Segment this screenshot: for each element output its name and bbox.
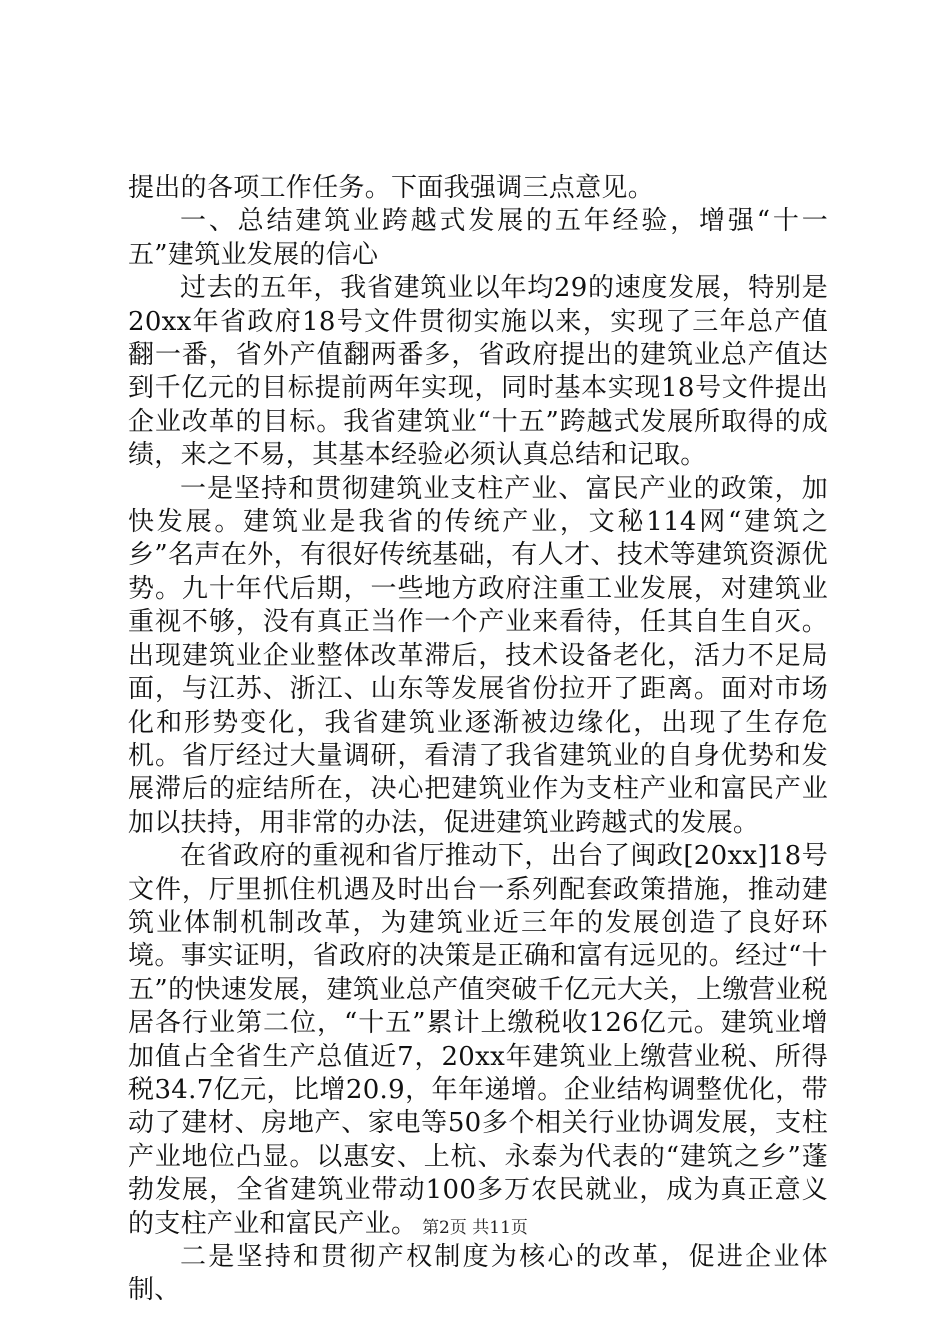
- paragraph-policy: 在省政府的重视和省厅推动下，出台了闽政[20xx]18号文件，厅里抓住机遇及时出台一系列配套政策措施，推动建筑业体制机制改革，为建筑业近三年的发展创造了良好环境。事实证明，省政府的决策是正确和富有远见的。经过“十五”的快速发展，建筑业总产值突破千亿元大关，上缴营业税居各行业第二位，“十五”累计上缴税收126亿元。建筑业增加值占全省生产总值近7，20xx年建筑业上缴营业税、所得税34.7亿元，比增20.9，年年递增。企业结构调整优化，带动了建材、房地产、家电等50多个相关行业协调发展，支柱产业地位凸显。以惠安、上杭、永泰为代表的“建筑之乡”蓬勃发展，全省建筑业带动100多万农民就业，成为真正意义的支柱产业和富民产业。: [128, 841, 828, 1239]
- section-heading: 一、总结建筑业跨越式发展的五年经验，增强“十一五”建筑业发展的信心: [128, 206, 828, 270]
- page-number-footer: 第2页 共11页: [422, 1218, 528, 1238]
- document-body: [128, 172, 828, 1308]
- paragraph-point-one: 一是坚持和贯彻建筑业支柱产业、富民产业的政策，加快发展。建筑业是我省的传统产业，文秘114网“建筑之乡”名声在外，有很好传统基础，有人才、技术等建筑资源优势。九十年代后期，一些地方政府注重工业发展，对建筑业重视不够，没有真正当作一个产业来看待，任其自生自灭。出现建筑业企业整体改革滞后，技术设备老化，活力不足局面，与江苏、浙江、山东等发展省份拉开了距离。面对市场化和形势变化，我省建筑业逐渐被边缘化，出现了生存危机。省厅经过大量调研，看清了我省建筑业的自身优势和发展滞后的症结所在，决心把建筑业作为支柱产业和富民产业加以扶持，用非常的办法，促进建筑业跨越式的发展。: [128, 473, 828, 838]
- paragraph-intro: 提出的各项工作任务。下面我强调三点意见。: [128, 173, 655, 203]
- paragraph-point-two: 二是坚持和贯彻产权制度为核心的改革，促进企业体制、: [128, 1242, 828, 1306]
- paragraph-five-years: 过去的五年，我省建筑业以年均29的速度发展，特别是20xx年省政府18号文件贯彻实施以来，实现了三年总产值翻一番，省外产值翻两番多，省政府提出的建筑业总产值达到千亿元的目标提前两年实现，同时基本实现18号文件提出企业改革的目标。我省建筑业“十五”跨越式发展所取得的成绩，来之不易，其基本经验必须认真总结和记取。: [128, 273, 828, 471]
